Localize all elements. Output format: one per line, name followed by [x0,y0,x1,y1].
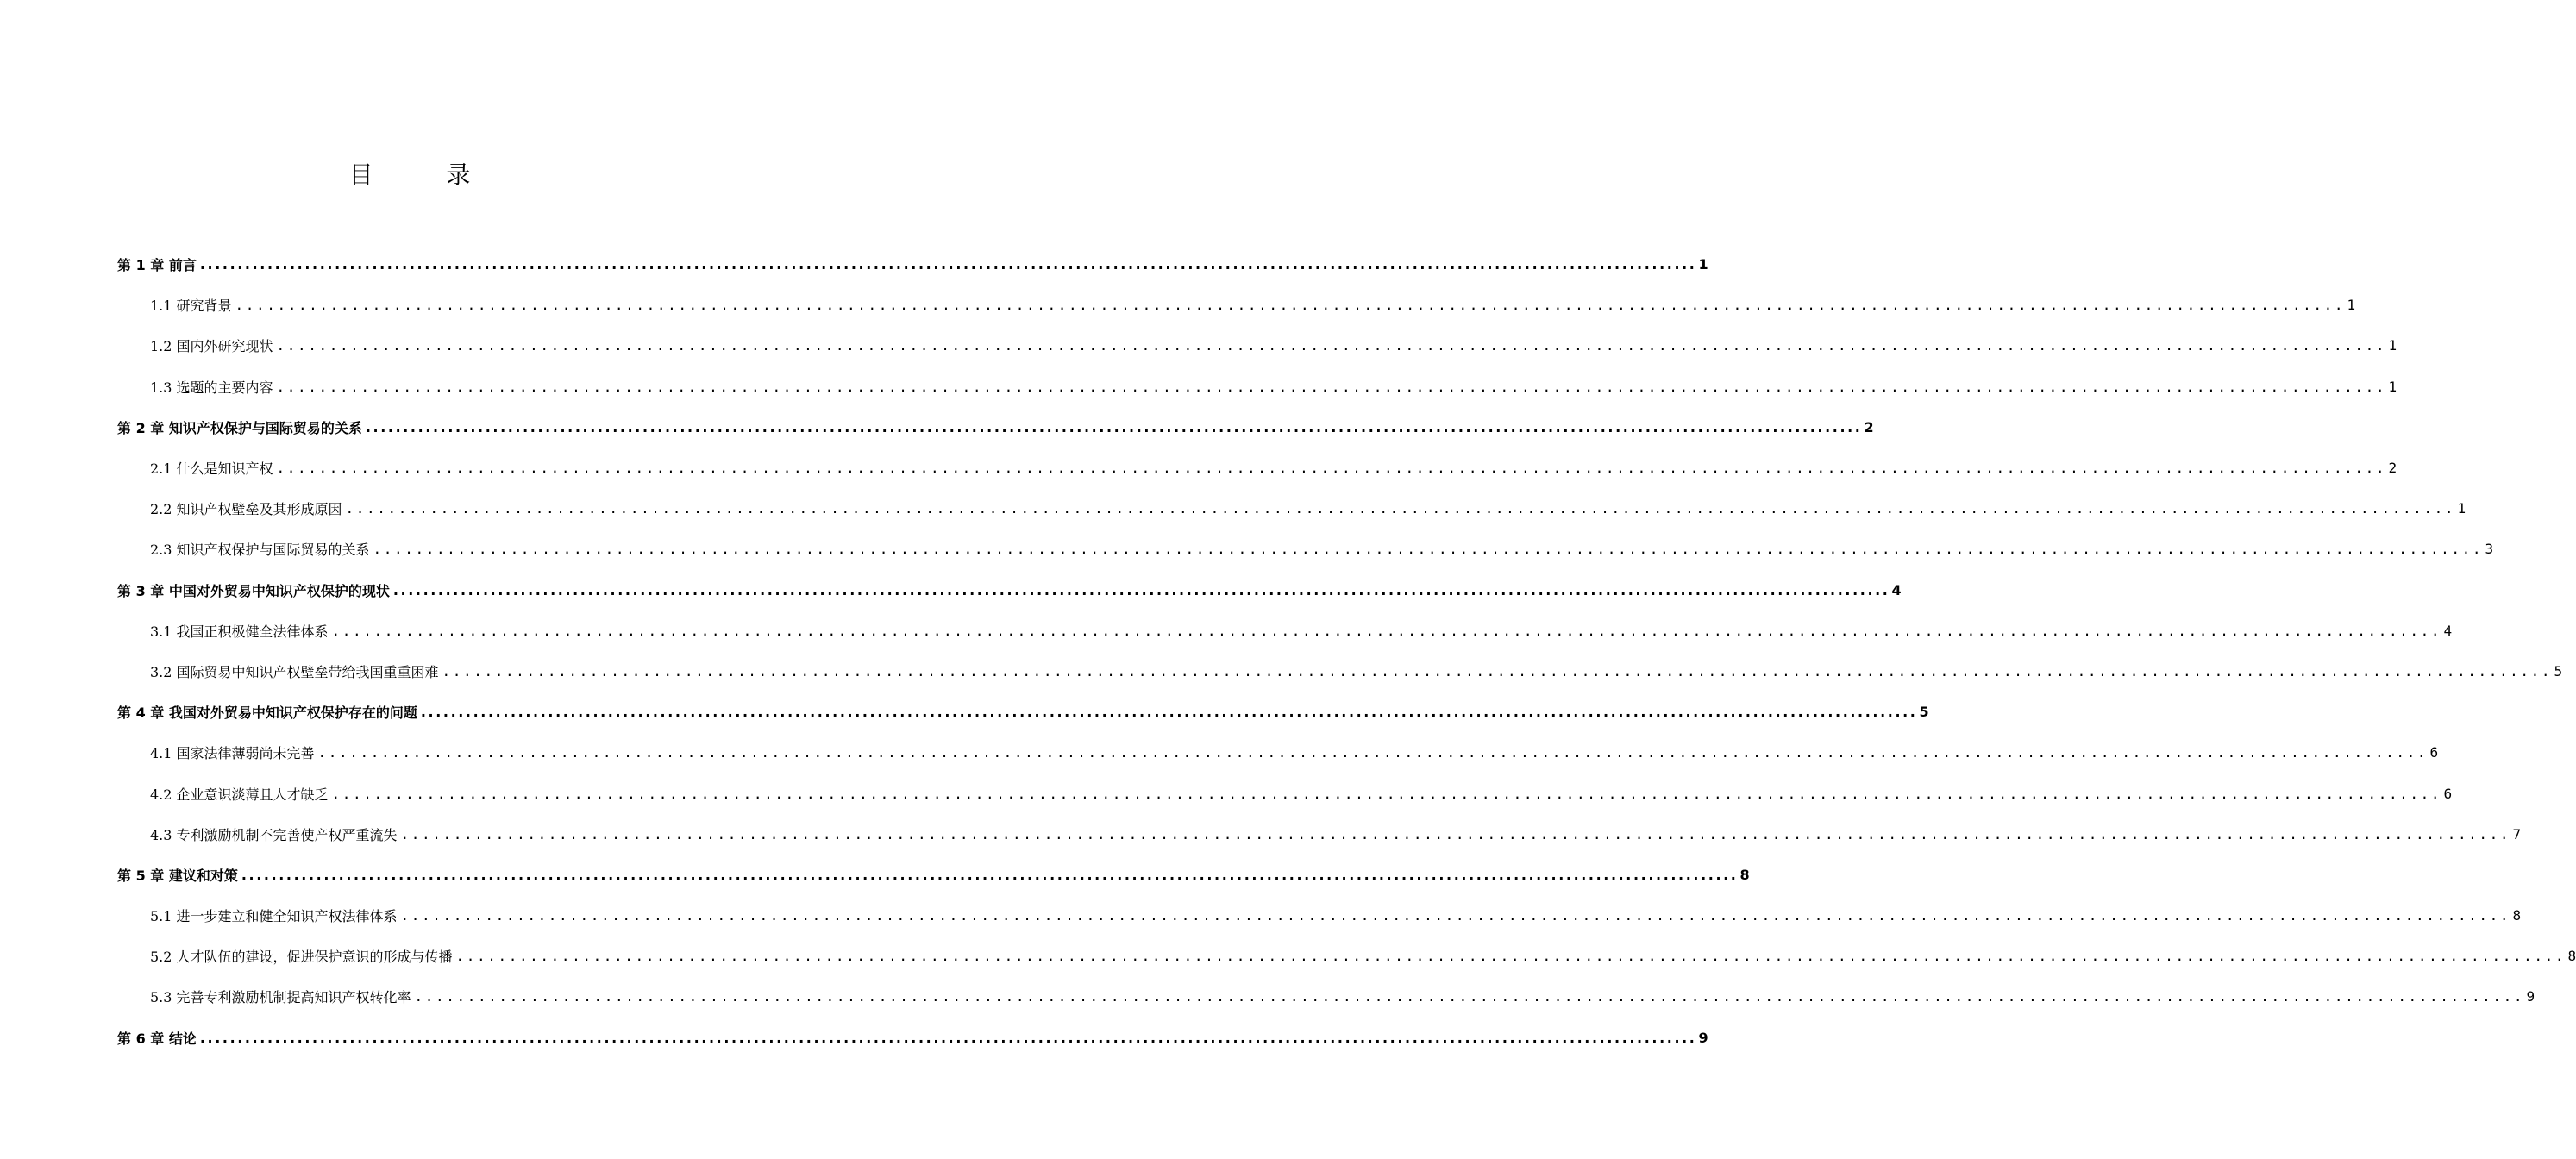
toc-section-entry[interactable] [117,448,2397,488]
toc-page-number: 9 [1698,1029,1708,1046]
toc-section-entry[interactable] [117,895,2522,936]
toc-dot-leader: ........................................................................................................................................................................................................ [276,460,2387,477]
toc-page-number: 8 [2567,948,2576,965]
toc-page-number: 3 [2485,541,2494,558]
toc-section-entry[interactable] [117,976,2535,1017]
toc-entry-label: 2.1 什么是知识产权 [150,458,275,478]
toc-page-number: 9 [2526,988,2535,1006]
toc-chapter-entry[interactable] [117,692,1929,732]
toc-section-entry[interactable] [117,814,2522,855]
toc-chapter-entry[interactable] [117,570,1902,611]
toc-section-entry[interactable] [117,529,2494,569]
toc-entry-label: 1.1 研究背景 [150,295,234,315]
toc-dot-leader: ........................................................................................................................................................................................................ [400,907,2511,924]
toc-entry-label: 5.2 人才队伍的建设，促进保护意识的形成与传播 [150,946,454,966]
toc-entry-label: 第 4 章 我国对外贸易中知识产权保护存在的问题 [117,702,419,722]
page-title: 目 录 [348,160,504,189]
toc-page-number: 8 [2512,907,2522,924]
toc-chapter-entry[interactable] [117,244,1708,285]
toc-dot-leader: ........................................................................................................................................................................................................ [420,704,1918,721]
toc-entry-label: 3.1 我国正积极健全法律体系 [150,621,330,641]
toc-page-number: 1 [2388,337,2397,354]
toc-dot-leader: ........................................................................................................................................................................................................ [331,622,2442,639]
toc-page-number: 6 [2443,785,2453,802]
toc-dot-leader: ........................................................................................................................................................................................................ [455,948,2567,965]
toc-page-number: 5 [2554,662,2563,680]
toc-page-number: 4 [2443,622,2453,639]
toc-dot-leader: ........................................................................................................................................................................................................ [392,581,1890,598]
toc-entry-label: 2.2 知识产权壁垒及其形成原因 [150,498,344,518]
toc-section-entry[interactable] [117,773,2453,813]
toc-dot-leader: ........................................................................................................................................................................................................ [365,418,1863,435]
toc-dot-leader: ........................................................................................................................................................................................................ [276,337,2387,354]
toc-section-entry[interactable] [117,732,2439,773]
toc-dot-leader: ........................................................................................................................................................................................................ [373,541,2484,558]
toc-section-entry[interactable] [117,366,2397,407]
table-of-contents [117,244,2576,1058]
toc-entry-label: 第 6 章 结论 [117,1028,198,1048]
toc-entry-label: 1.2 国内外研究现状 [150,335,275,355]
toc-dot-leader: ........................................................................................................................................................................................................ [442,662,2553,680]
toc-entry-label: 4.2 企业意识淡薄且人才缺乏 [150,784,330,804]
toc-page-number: 7 [2512,825,2522,843]
toc-page-number: 1 [2457,500,2466,517]
toc-entry-label: 第 3 章 中国对外贸易中知识产权保护的现状 [117,580,392,600]
toc-dot-leader: ........................................................................................................................................................................................................ [241,866,1739,883]
toc-chapter-entry[interactable] [117,855,1750,895]
toc-section-entry[interactable] [117,611,2453,651]
toc-section-entry[interactable] [117,936,2576,976]
toc-entry-label: 2.3 知识产权保护与国际贸易的关系 [150,539,372,559]
toc-section-entry[interactable] [117,488,2466,529]
toc-page-number: 5 [1919,704,1929,721]
toc-entry-label: 4.1 国家法律薄弱尚未完善 [150,742,317,762]
toc-page-number: 1 [2388,378,2397,395]
toc-dot-leader: ........................................................................................................................................................................................................ [331,785,2442,802]
toc-dot-leader: ........................................................................................................................................................................................................ [317,744,2429,761]
toc-section-entry[interactable] [117,651,2563,692]
toc-page-number: 4 [1891,581,1902,598]
toc-entry-label: 4.3 专利激励机制不完善使产权严重流失 [150,824,399,844]
toc-entry-label: 第 5 章 建议和对策 [117,865,240,885]
toc-dot-leader: ........................................................................................................................................................................................................ [235,297,2346,314]
toc-entry-label: 第 1 章 前言 [117,254,198,274]
toc-dot-leader: ........................................................................................................................................................................................................ [345,500,2456,517]
toc-page-number: 6 [2429,744,2439,761]
toc-dot-leader: ........................................................................................................................................................................................................ [199,256,1697,273]
toc-page-number: 2 [2388,460,2397,477]
toc-dot-leader: ........................................................................................................................................................................................................ [276,378,2387,395]
toc-entry-label: 1.3 选题的主要内容 [150,377,275,397]
toc-page-number: 1 [2347,297,2356,314]
toc-dot-leader: ........................................................................................................................................................................................................ [199,1029,1697,1046]
toc-page-number: 2 [1864,418,1874,435]
toc-chapter-entry[interactable] [117,1018,1708,1058]
toc-dot-leader: ........................................................................................................................................................................................................ [400,825,2511,843]
toc-entry-label: 3.2 国际贸易中知识产权壁垒带给我国重重困难 [150,661,441,681]
toc-section-entry[interactable] [117,325,2397,366]
toc-page-number: 1 [1698,256,1708,273]
toc-page-number: 8 [1739,866,1750,883]
toc-chapter-entry[interactable] [117,407,1874,448]
toc-dot-leader: ........................................................................................................................................................................................................ [414,988,2525,1006]
toc-entry-label: 5.1 进一步建立和健全知识产权法律体系 [150,905,399,925]
toc-entry-label: 第 2 章 知识产权保护与国际贸易的关系 [117,417,364,437]
toc-section-entry[interactable] [117,285,2356,325]
toc-entry-label: 5.3 完善专利激励机制提高知识产权转化率 [150,987,413,1006]
